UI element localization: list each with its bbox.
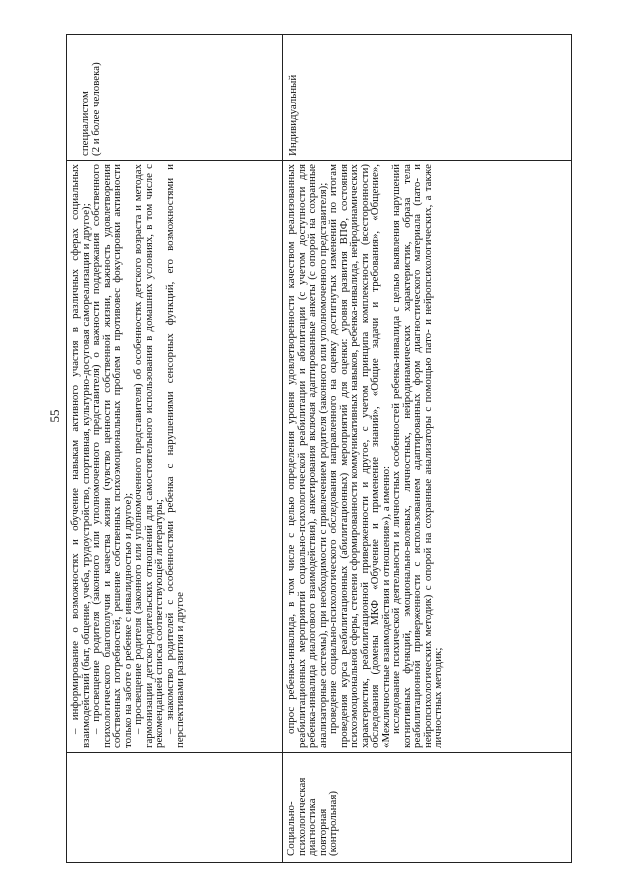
row1-item: – знакомство родителей с особенностями ребенка с нарушениями сенсорных функций, его возможностями и перспективами развития и другое [163,164,186,748]
format-line: специалистом [79,91,91,156]
column-divider-2 [66,752,572,753]
category-line: повторная [316,808,329,856]
row2-item: проведение социально-психологического обследования направленного на оценку достигнутых изменений по итогам проведения курса реабилитационных (абилитационных) мероприятий для оценки: уровня развития ВПФ, состояния психоэмоциональной сферы, степени сформированности коммуникативных навыков, ребенка-инвалида, нейродинамических характеристик, реабилитационной приверженности и другое, с учетом принципа комплексности (всесторонности) обследования (домены МКФ «Обучение и применение знаний», «Общие задачи и требования», «Общение», «Межличностные взаимодействия и отношения»), а именно: [327,164,392,748]
page-number: 55 [47,409,62,423]
row1-item: – просвещение родителя (законного или уполномоченного представителя) об особенностях детского возраста и методах гармонизации детско-родительских отношений для самостоятельного использования в домашних условиях, в том числе с рекомендацией списка соответствующей литературы; [132,164,165,748]
category-line: психологическая [295,777,308,856]
row1-item: – просвещение родителя (законного или уполномоченного представителя) о важности поддержания собственного психологического благополучия и качества жизни (чувство ценности собственной жизни, важность удовлетворения собственных потребностей, решение собственных психоэмоциональных проблем в противовес фокусировки активности только на заботе о ребенке с инвалидностью и другое); [90,164,134,748]
row2-item: опрос ребенка-инвалида, в том числе с целью определения уровня удовлетворенности качеством реализованных реабилитационных мероприятий социально-психологической реабилитации и абилитации (с учетом доступности для ребенка-инвалида диалогового взаимодействия), анкетирования включая адаптированные анкеты (с опорой на сохранные анализаторные системы), при необходимости с привлечением родителя (законного или уполномоченного представителя); [285,164,329,748]
row1-format [80,38,120,156]
row2-item: исследование психической деятельности и личностных особенностей ребенка-инвалида с целью выявления нарушений когнитивных функций, эмоционально-волевых, личностных, нейродинамических характеристик, образа тела реабилитационной приверженности с использованием адаптированных форм диагностического материала (пато- и нейропсихологических методик) с опорой на сохранные анализаторы с помощью пато- и нейропсихологических, а также личностных методик; [390,164,444,748]
category-line: диагностика [306,798,318,856]
category-line: Социально- [285,801,297,856]
table-border-top [66,34,572,35]
table-border-bottom [66,862,572,863]
table-border-right [571,34,572,863]
row-divider [282,34,283,863]
row1-description [70,164,278,748]
row2-category [286,760,346,856]
format-line: Индивидуальный [287,74,299,156]
row2-format [288,38,308,156]
column-divider-1 [66,160,572,161]
table-border-left [66,34,67,863]
row1-item: – информирование о возможностях и обучение навыкам активного участия в различных сферах социальных взаимодействий (быт, общение, учеба, трудоустройство, спортивная, культурно-досуговая самореализация и другое); [69,164,92,748]
row2-description [286,164,568,748]
format-line: (2 и более человека) [89,62,102,156]
category-line: (контрольная) [327,791,339,856]
